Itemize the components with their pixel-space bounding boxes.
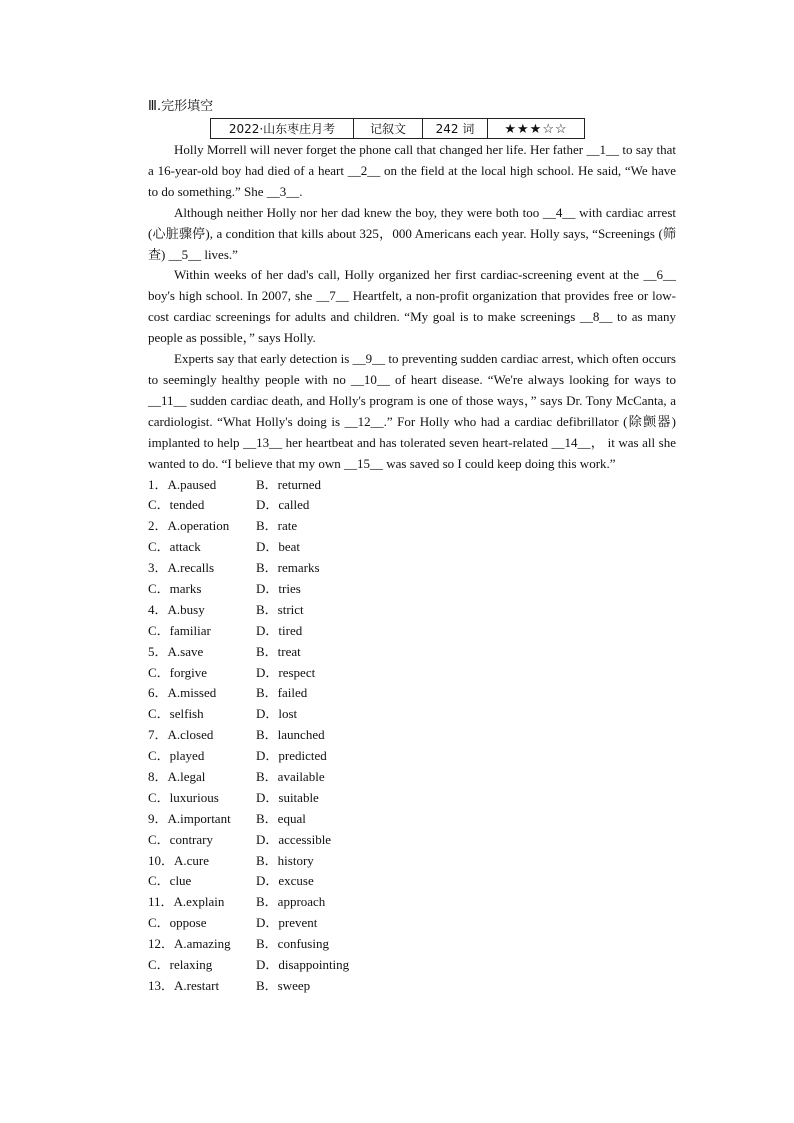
option-right: D．lost	[256, 706, 298, 722]
option-line	[148, 579, 676, 600]
option-left: C．familiar	[148, 622, 211, 638]
option-left: C．oppose	[148, 915, 207, 931]
info-row	[211, 119, 585, 139]
option-left: C．clue	[148, 873, 192, 889]
option-list	[148, 475, 676, 997]
option-left: 8．A.legal	[148, 768, 206, 784]
option-left: C．selfish	[148, 706, 204, 722]
option-line	[148, 725, 676, 746]
option-right: B．remarks	[256, 560, 320, 576]
option-right: D．excuse	[256, 873, 314, 889]
passage-paragraph-4: Experts say that early detection is __9__ to preventing sudden cardiac arrest, which often occurs to seemingly healthy people with no __10__ of heart disease. “We're always looking for ways to __11__ sudden cardiac death, and Holly's program is one of those ways，” says Dr. Tony McCanta, a cardiologist. “What Holly's doing is __12__.” For Holly who had a cardiac defibrillator (除颤器) implanted to help __13__ her heartbeat and has tolerated seven heart-related __14__， it was all she wanted to do. “I believe that my own __15__ was saved so I could keep doing this work.”	[148, 351, 676, 471]
option-right: B．strict	[256, 601, 304, 617]
cloze-passage	[148, 140, 676, 475]
option-line	[148, 809, 676, 830]
option-left: 9．A.important	[148, 810, 231, 826]
option-line	[148, 871, 676, 892]
option-right: D．tries	[256, 580, 301, 596]
option-right: B．sweep	[256, 977, 311, 993]
option-left: 3．A.recalls	[148, 560, 215, 576]
option-line	[148, 558, 676, 579]
option-line	[148, 746, 676, 767]
option-line	[148, 851, 676, 872]
option-left: 1．A.paused	[148, 476, 217, 492]
option-left: 5．A.save	[148, 643, 204, 659]
option-right: B．failed	[256, 685, 308, 701]
info-difficulty-stars: ★★★☆☆	[488, 119, 585, 139]
option-line	[148, 704, 676, 725]
option-line	[148, 788, 676, 809]
option-line	[148, 913, 676, 934]
option-left: 13．A.restart	[148, 977, 220, 993]
option-left: 11．A.explain	[148, 894, 225, 910]
option-line	[148, 830, 676, 851]
option-right: B．confusing	[256, 936, 329, 952]
option-line	[148, 642, 676, 663]
option-line	[148, 934, 676, 955]
passage-paragraph-2: Although neither Holly nor her dad knew the boy, they were both too __4__ with cardiac arrest (心脏骤停), a condition that kills about 325，000 Americans each year. Holly says, “Screenings (筛查) __5__ lives.”	[148, 204, 676, 262]
option-left: 10．A.cure	[148, 852, 210, 868]
option-left: C．attack	[148, 539, 201, 555]
info-word-count: 242 词	[423, 119, 488, 139]
option-right: B．equal	[256, 810, 306, 826]
option-right: B．history	[256, 852, 314, 868]
option-line	[148, 537, 676, 558]
option-line	[148, 767, 676, 788]
option-line	[148, 663, 676, 684]
option-right: D．tired	[256, 622, 303, 638]
option-right: D．suitable	[256, 789, 319, 805]
option-left: 2．A.operation	[148, 518, 230, 534]
exam-page	[148, 96, 676, 997]
section-title: Ⅲ.完形填空	[148, 99, 214, 114]
option-right: D．disappointing	[256, 956, 350, 972]
option-right: B．rate	[256, 518, 298, 534]
option-line	[148, 495, 676, 516]
option-left: 7．A.closed	[148, 727, 214, 743]
option-left: C．luxurious	[148, 789, 219, 805]
option-line	[148, 516, 676, 537]
option-right: D．accessible	[256, 831, 332, 847]
option-right: D．predicted	[256, 748, 327, 764]
option-left: C．played	[148, 748, 205, 764]
option-line	[148, 621, 676, 642]
option-left: C．marks	[148, 580, 202, 596]
option-left: 4．A.busy	[148, 601, 205, 617]
option-line	[148, 976, 676, 997]
option-line	[148, 955, 676, 976]
option-right: D．prevent	[256, 915, 318, 931]
option-line	[148, 475, 676, 496]
option-line	[148, 683, 676, 704]
option-right: D．respect	[256, 664, 316, 680]
info-genre: 记叙文	[354, 119, 423, 139]
info-source: 2022·山东枣庄月考	[211, 119, 354, 139]
option-line	[148, 600, 676, 621]
option-right: B．treat	[256, 643, 301, 659]
option-line	[148, 892, 676, 913]
option-right: B．available	[256, 768, 325, 784]
option-right: D．beat	[256, 539, 301, 555]
option-left: C．contrary	[148, 831, 213, 847]
option-left: C．forgive	[148, 664, 207, 680]
info-table	[210, 118, 585, 139]
option-left: C．tended	[148, 497, 205, 513]
option-left: 6．A.missed	[148, 685, 217, 701]
option-right: D．called	[256, 497, 310, 513]
option-left: 12．A.amazing	[148, 936, 231, 952]
option-left: C．relaxing	[148, 956, 213, 972]
option-right: B．returned	[256, 476, 321, 492]
option-right: B．approach	[256, 894, 326, 910]
passage-paragraph-1: Holly Morrell will never forget the phone call that changed her life. Her father __1__ to say that a 16-year-old boy had died of a heart __2__ on the field at the local high school. He said, “We have to do something.” She __3__.	[148, 142, 676, 199]
passage-paragraph-3: Within weeks of her dad's call, Holly organized her first cardiac-screening event at the __6__ boy's high school. In 2007, she __7__ Heartfelt, a non-profit organization that provides free or low-cost cardiac screenings for adults and children. “My goal is to make screenings __8__ to as many people as possible，” says Holly.	[148, 267, 676, 346]
option-right: B．launched	[256, 727, 325, 743]
